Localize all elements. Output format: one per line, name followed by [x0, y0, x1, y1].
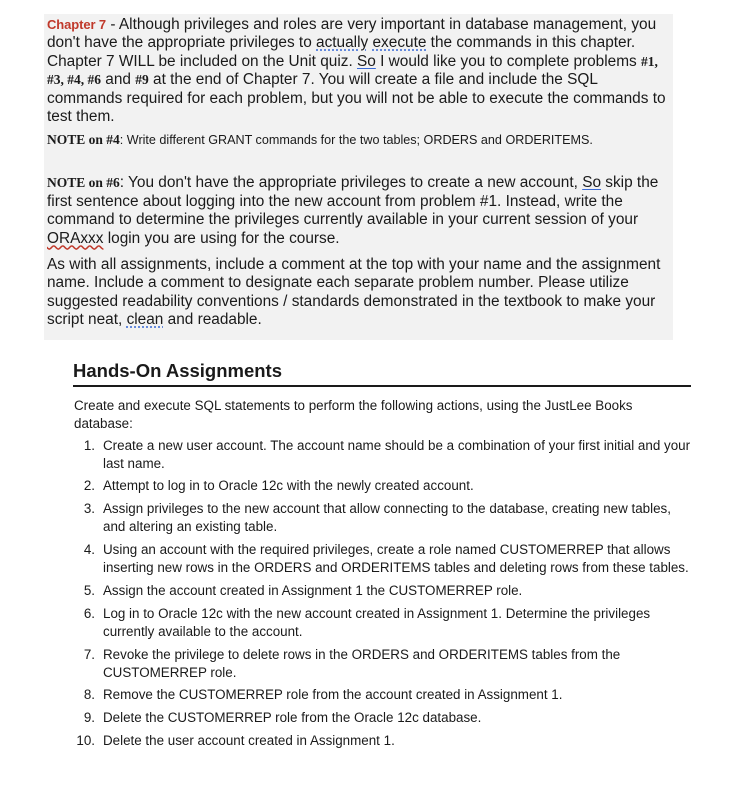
chapter-label: Chapter 7: [47, 17, 107, 32]
spellcheck-clean: clean: [126, 311, 164, 329]
list-item: 9. Delete the CUSTOMERREP role from the Oracle 12c database.: [83, 710, 482, 726]
spellcheck-execute: execute: [372, 34, 427, 52]
spellcheck-actually: actually: [316, 34, 369, 52]
list-item: 2. Attempt to log in to Oracle 12c with the newly created account.: [83, 478, 474, 494]
section-title: Hands-On Assignments: [73, 360, 691, 387]
list-item: 7. Revoke the privilege to delete rows in the ORDERS and ORDERITEMS tables from the CUSTOMERREP role.: [83, 646, 621, 680]
section-intro: Create and execute SQL statements to perform the following actions, using the JustLee Books database:: [74, 398, 633, 431]
grammar-so: So: [357, 52, 376, 70]
problem-numbers: #1, #3, #4, #6: [47, 53, 658, 88]
spellcheck-oraxxx: ORAxxx: [47, 229, 104, 247]
list-item: 3. Assign privileges to the new account that allow connecting to the database, creating new tables, and altering an existing table.: [83, 501, 671, 535]
note-6-label: NOTE on #6: [47, 175, 120, 191]
assignment-list: [73, 437, 691, 751]
list-item: 6. Log in to Oracle 12c with the new account created in Assignment 1. Determine the privileges currently available to the account.: [83, 605, 651, 639]
list-item: 4. Using an account with the required privileges, create a role named CUSTOMERREP that allows inserting new rows in the ORDERS and ORDERITEMS tables and deleting rows from these tables.: [83, 542, 689, 576]
notes-paragraph-conventions: As with all assignments, include a comment at the top with your name and the assignment name. Include a comment to designate each separate problem number. Please utilize suggested readability conventions / standards demonstrated in the textbook to make your script neat, clean and readable.: [47, 256, 661, 329]
instructor-notes: [44, 14, 673, 340]
note-on-6: NOTE on #6: You don't have the appropriate privileges to create a new account, So skip the first sentence about logging into the new account from problem #1. Instead, write the command to determine the privileges currently available in your current session of your ORAxxx login you are using for the course.: [47, 174, 659, 247]
list-item: 1. Create a new user account. The account name should be a combination of your first initial and your last name.: [83, 437, 691, 471]
list-item: 8. Remove the CUSTOMERREP role from the account created in Assignment 1.: [83, 687, 563, 703]
list-item: 10. Delete the user account created in Assignment 1.: [76, 732, 395, 748]
grammar-so-2: So: [582, 174, 602, 192]
note-4-label: NOTE on #4: [47, 132, 120, 148]
list-item: 5. Assign the account created in Assignment 1 the CUSTOMERREP role.: [83, 582, 523, 598]
hands-on-assignments: [73, 360, 691, 750]
note-on-4: NOTE on #4: Write different GRANT commands for the two tables; ORDERS and ORDERITEMS.: [47, 132, 593, 148]
problem-nine: #9: [135, 72, 149, 88]
notes-paragraph-chapter7: Chapter 7 - Although privileges and roles are very important in database management, you don't have the appropriate privileges to actually execute the commands in this chapter. Chapter 7 WILL be included on the Unit quiz. So I would like you to complete problems #1, #3, #4, #6 and #9 at the end of Chapter 7. You will create a file and include the SQL commands required for each problem, but you will not be able to execute the commands to test them.: [47, 16, 666, 126]
